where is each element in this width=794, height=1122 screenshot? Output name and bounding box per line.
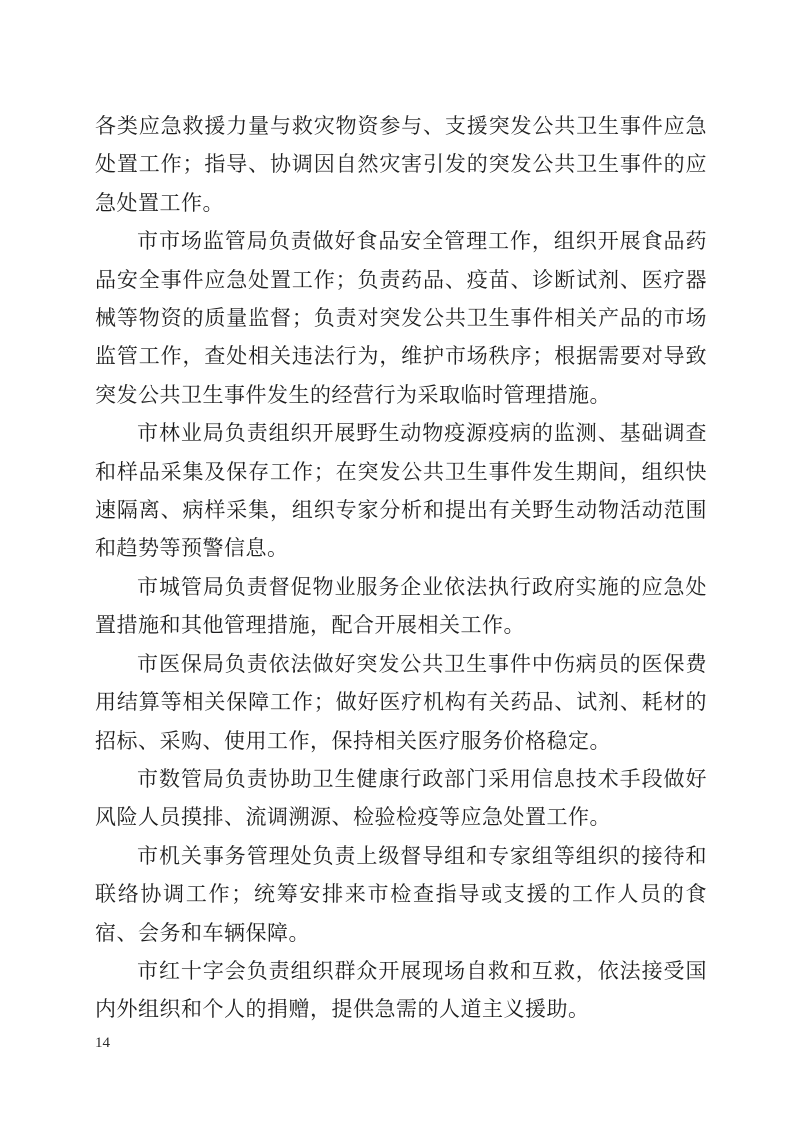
document-body-text (95, 107, 707, 1029)
paragraph-government-affairs-office: 市机关事务管理处负责上级督导组和专家组等组织的接待和联络协调工作；统筹安排来市检查指导或支援的工作人员的食宿、会务和车辆保障。 (95, 843, 707, 945)
paragraph-market-regulation-bureau: 市市场监管局负责做好食品安全管理工作，组织开展食品药品安全事件应急处置工作；负责药品、疫苗、诊断试剂、医疗器械等物资的质量监督；负责对突发公共卫生事件相关产品的市场监管工作，查处相关违法行为，维护市场秩序；根据需要对导致突发公共卫生事件发生的经营行为采取临时管理措施。 (95, 229, 707, 407)
paragraph-urban-management-bureau: 市城管局负责督促物业服务企业依法执行政府实施的应急处置措施和其他管理措施，配合开展相关工作。 (95, 574, 707, 638)
paragraph-forestry-bureau: 市林业局负责组织开展野生动物疫源疫病的监测、基础调查和样品采集及保存工作；在突发公共卫生事件发生期间，组织快速隔离、病样采集，组织专家分析和提出有关野生动物活动范围和趋势等预警信息。 (95, 421, 707, 561)
paragraph-medical-insurance-bureau: 市医保局负责依法做好突发公共卫生事件中伤病员的医保费用结算等相关保障工作；做好医疗机构有关药品、试剂、耗材的招标、采购、使用工作，保持相关医疗服务价格稳定。 (95, 651, 707, 753)
paragraph-data-management-bureau: 市数管局负责协助卫生健康行政部门采用信息技术手段做好风险人员摸排、流调溯源、检验检疫等应急处置工作。 (95, 766, 707, 830)
page-number: 14 (95, 1035, 110, 1051)
paragraph-red-cross-society: 市红十字会负责组织群众开展现场自救和互救，依法接受国内外组织和个人的捐赠，提供急需的人道主义援助。 (95, 958, 707, 1022)
paragraph-continued-emergency-rescue: 各类应急救援力量与救灾物资参与、支援突发公共卫生事件应急处置工作；指导、协调因自然灾害引发的突发公共卫生事件的应急处置工作。 (95, 114, 707, 215)
